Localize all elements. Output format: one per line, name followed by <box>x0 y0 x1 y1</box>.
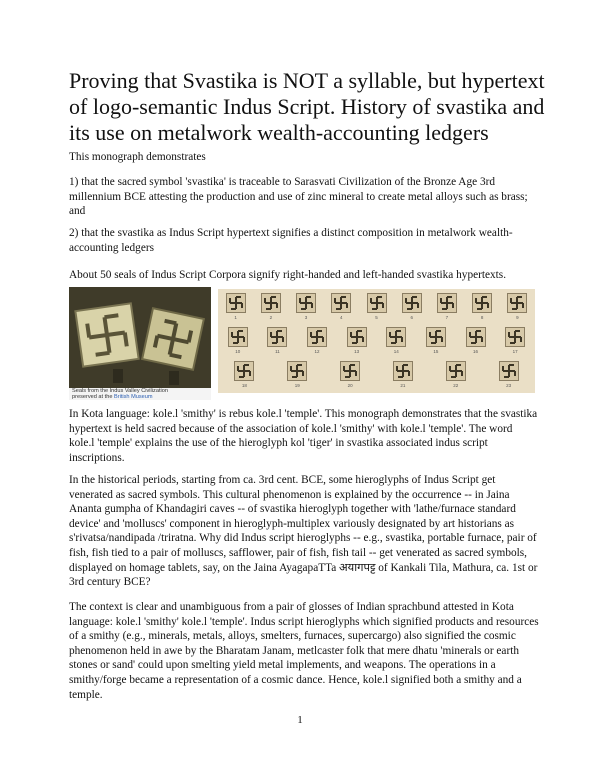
paragraph-point-1: 1) that the sacred symbol 'svastika' is traceable to Sarasvati Civilization of the Bronze Age 3rd millennium BCE attesting the production and use of zinc mineral to create metal alloys such as brass; and <box>69 176 528 218</box>
seal-photo <box>69 287 211 389</box>
seal-number: 20 <box>347 383 353 388</box>
page-title: Proving that Svastika is NOT a syllable, but hypertext of logo-semantic Indus Script. History of svastika and its use on metalwork wealth-accounting ledgers <box>69 68 545 145</box>
seal-thumbnail <box>505 327 525 347</box>
caption-line-1: Seals from the Indus Valley Civilization <box>72 388 168 394</box>
seal-thumbnail <box>386 327 406 347</box>
seal-number: 2 <box>269 315 273 320</box>
seal-thumbnail <box>267 327 287 347</box>
seal-thumbnail <box>307 327 327 347</box>
seal-number: 8 <box>480 315 484 320</box>
seal-number: 21 <box>400 383 406 388</box>
two-seals-illustration <box>69 287 211 389</box>
page-number: 1 <box>297 714 303 726</box>
british-museum-link[interactable]: British Museum <box>113 394 153 400</box>
seal-thumbnail <box>466 327 486 347</box>
seal-number: 10 <box>235 349 241 354</box>
seal-number: 15 <box>433 349 439 354</box>
seal-thumbnail <box>402 293 422 313</box>
caption-line-2-prefix: preserved at the <box>72 394 114 400</box>
seal-thumbnail <box>446 361 466 381</box>
seal-thumbnail <box>287 361 307 381</box>
seal-thumbnail <box>472 293 492 313</box>
paragraph-point-2: 2) that the svastika as Indus Script hypertext signifies a distinct composition in metalwork wealth-accounting ledgers <box>69 227 513 254</box>
paragraph-kota-language: In Kota language: kole.l 'smithy' is rebus kole.l 'temple'. This monograph demonstrates that the svastika hypertext is held sacred because of the association of kole.l 'smithy' with kole.l 'temple'. The word kole.l 'temple' explains the use of the hieroglyph kol 'tiger' in svastika associated indus script inscriptions. <box>69 408 538 464</box>
seal-number: 9 <box>516 315 519 320</box>
caption-line-2 <box>72 394 153 400</box>
seal-thumbnail <box>331 293 351 313</box>
seal-number: 1 <box>234 315 237 320</box>
paragraph-intro: This monograph demonstrates <box>69 151 206 163</box>
figure-caption <box>69 388 211 400</box>
seal-number: 4 <box>340 315 343 320</box>
seal-number: 22 <box>453 383 459 388</box>
seal-thumbnail <box>340 361 360 381</box>
seal-thumbnail <box>347 327 367 347</box>
seal-thumbnail <box>234 361 254 381</box>
seal-number: 18 <box>241 383 247 388</box>
seal-thumbnail <box>261 293 281 313</box>
seal-number: 19 <box>294 383 300 388</box>
seal-number: 11 <box>275 349 280 354</box>
seal-thumbnail <box>426 327 446 347</box>
svastika-seal-grid <box>218 289 535 393</box>
seal-number: 5 <box>375 315 378 320</box>
seal-number: 14 <box>393 349 399 354</box>
seal-thumbnail <box>499 361 519 381</box>
seal-thumbnail <box>296 293 316 313</box>
seal-number: 3 <box>304 315 308 320</box>
seal-number: 6 <box>410 315 413 320</box>
seal-thumbnail <box>507 293 527 313</box>
seal-number: 12 <box>314 349 320 354</box>
paragraph-historical-periods: In the historical periods, starting from ca. 3rd cent. BCE, some hieroglyphs of Indus Script get venerated as sacred symbols. This cultural phenomenon is explained by the occurrence -- in Jaina Ananta gumpha of Khandagiri caves -- of svastika hieroglyph together with 'lathe/furnace standard device' and 'molluscs' component in hieroglyph-multiplex variously designated by art historians as s'rivatsa/nandipada /triratna. Why did Indus script hieroglyphs -- e.g., svastika, portable furnace, pair of fish, fish tied to a pair of molluscs, safflower, pair of fish, fish tail -- get venerated as sacred symbols, displayed on homage tablets, say, on the Jaina AyagapaTTa अयागपट्ट of Kankali Tila, Mathura, ca. 1st or 3rd century BCE? <box>69 474 538 589</box>
seal-thumbnail <box>228 327 248 347</box>
seal-thumbnail <box>367 293 387 313</box>
seal-number: 7 <box>445 315 449 320</box>
seal-number: 23 <box>506 383 512 388</box>
seal-thumbnail <box>393 361 413 381</box>
paragraph-seals-count: About 50 seals of Indus Script Corpora signify right-handed and left-handed svastika hypertexts. <box>69 269 507 281</box>
seal-number: 13 <box>354 349 360 354</box>
seal-thumbnail <box>437 293 457 313</box>
seal-number: 17 <box>512 349 518 354</box>
paragraph-context: The context is clear and unambiguous from a pair of glosses of Indian sprachbund attested in Kota language: kole.l 'smithy' kole.l 'temple'. Indus script hieroglyphs which signified products and resources of a smithy (e.g., minerals, metals, alloys, smelters, furnaces, supercargo) also signified the cosmic phenomenon held in awe by the Bharatam Janam, metlcaster folk that mere dhatu 'minerals or earth stones or sand' could upon smelting yield metal implements, and weapons. The operations in a smithy/forge became a representation of a cosmic dance. Hence, kole.l signified both a smithy and a temple. <box>69 601 539 701</box>
seal-thumbnail <box>226 293 246 313</box>
seal-number: 16 <box>473 349 479 354</box>
